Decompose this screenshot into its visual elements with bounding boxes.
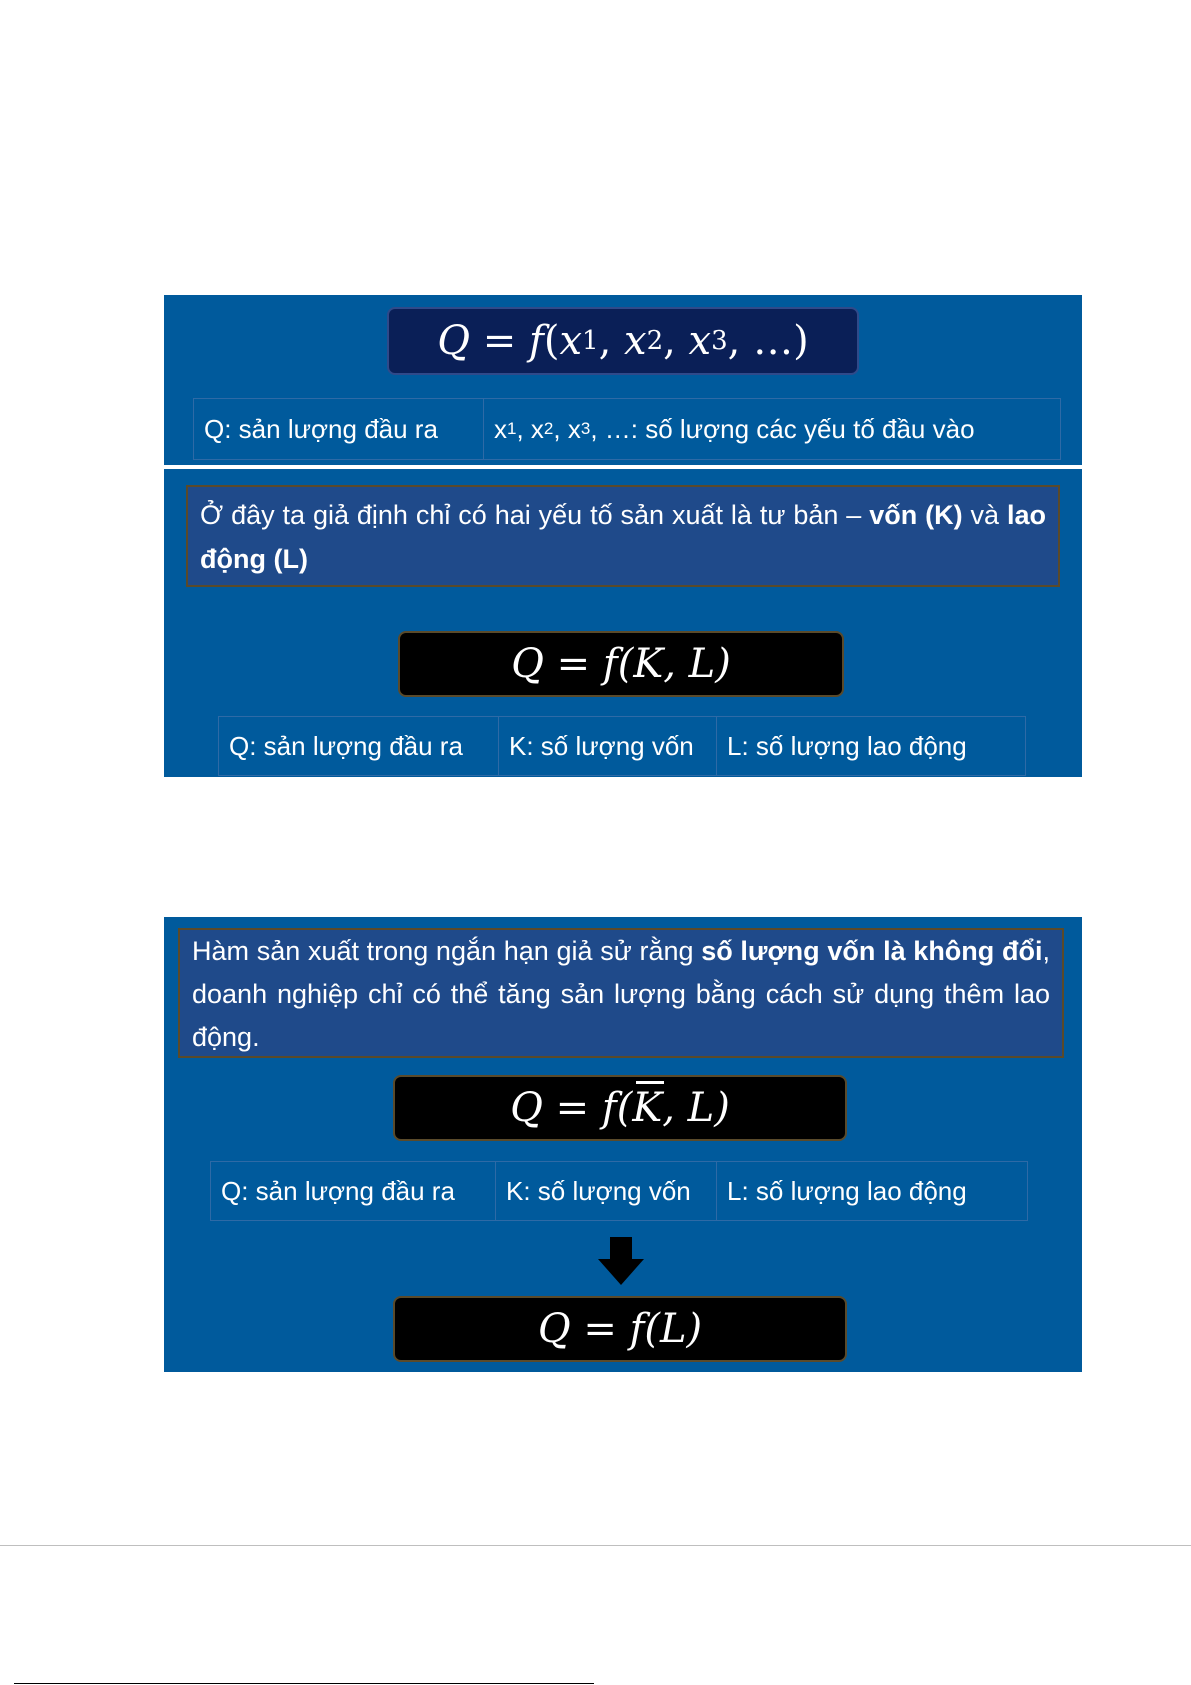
assumption-note: Ở đây ta giả định chỉ có hai yếu tố sản xuất là tư bản – vốn (K) và lao động (L) xyxy=(186,485,1060,587)
footer-line xyxy=(14,1683,594,1684)
definition-bar xyxy=(218,716,1026,776)
definition-k: K: số lượng vốn xyxy=(499,717,717,775)
k-bar-symbol: K xyxy=(632,1085,662,1131)
definition-l: L: số lượng lao động xyxy=(727,730,967,761)
general-function-panel xyxy=(164,295,1082,465)
short-run-function: Q = f(L) xyxy=(393,1296,847,1362)
down-arrow-icon xyxy=(596,1237,646,1287)
definition-k: K: số lượng vốn xyxy=(496,1162,717,1220)
short-run-function-fixed-capital: Q = f( K , L) xyxy=(393,1075,847,1141)
definition-bar xyxy=(210,1161,1028,1221)
two-factor-function: Q = f(K, L) xyxy=(398,631,844,697)
general-production-function: Q = f ( x 1 , x 2 , x 3 , … ) xyxy=(387,307,859,375)
definition-q: Q: sản lượng đầu ra xyxy=(219,717,499,775)
definition-q: Q: sản lượng đầu ra xyxy=(194,399,484,459)
definition-l: L: số lượng lao động xyxy=(727,1175,967,1206)
short-run-panel xyxy=(164,917,1082,1372)
two-factor-panel xyxy=(164,469,1082,777)
short-run-note: Hàm sản xuất trong ngắn hạn giả sử rằng số lượng vốn là không đổi, doanh nghiệp chỉ có thể tăng sản lượng bằng cách sử dụng thêm lao động. xyxy=(178,928,1064,1058)
definition-inputs: x 1 , x 2 , x 3 , …: số lượng các yếu tố đầu vào xyxy=(494,413,975,444)
footer-rule xyxy=(0,1545,1191,1546)
definition-q: Q: sản lượng đầu ra xyxy=(211,1162,496,1220)
definition-bar xyxy=(193,398,1061,460)
